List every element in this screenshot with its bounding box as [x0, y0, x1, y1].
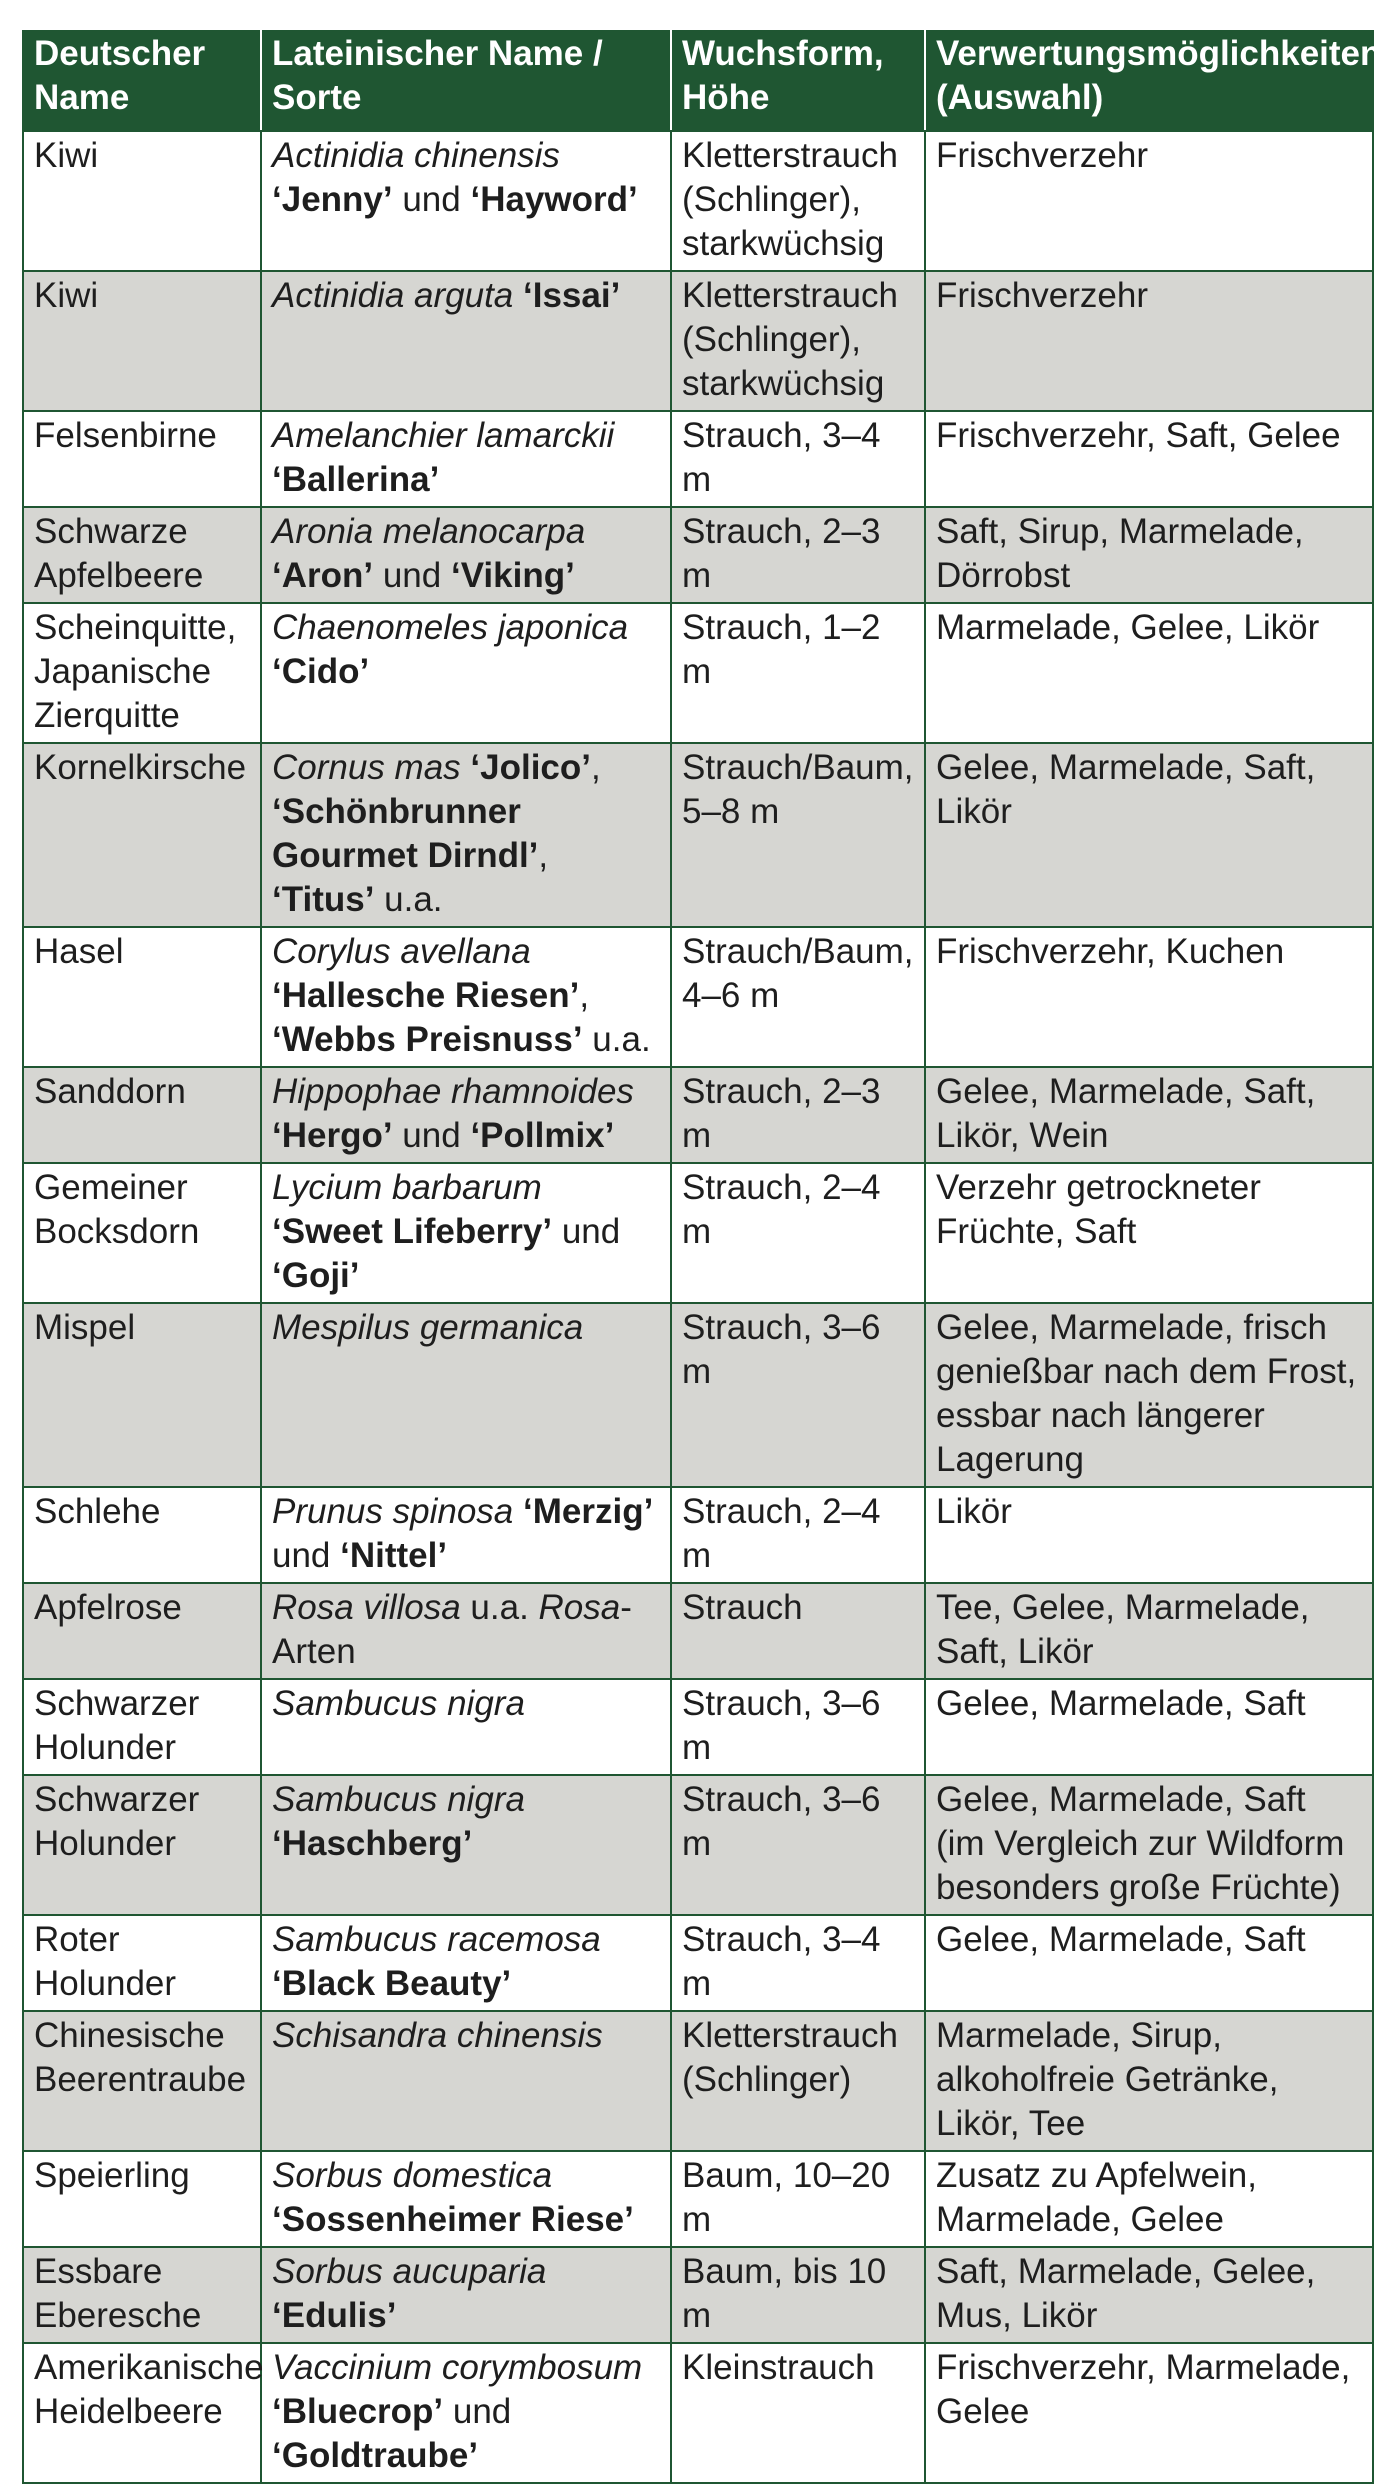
cultivar-name: ‘Nittel’	[340, 1536, 448, 1575]
table-row	[23, 2011, 1373, 2151]
cell-growth-form: Strauch, 2–4 m	[671, 1163, 925, 1303]
table-row	[23, 131, 1373, 271]
latin-species-name: Sorbus domestica	[272, 2156, 553, 2195]
cell-growth-form: Kleinstrauch	[671, 2343, 925, 2483]
cultivar-name: ‘Webbs Preisnuss’	[272, 1020, 583, 1059]
table-row	[23, 1679, 1373, 1775]
cell-growth-form: Strauch, 1–2 m	[671, 603, 925, 743]
cultivar-name: ‘Issai’	[523, 276, 621, 315]
cell-growth-form: Strauch, 3–6 m	[671, 1679, 925, 1775]
cell-usage: Frischverzehr, Kuchen	[925, 927, 1373, 1067]
cultivar-name: ‘Merzig’	[523, 1492, 654, 1531]
cell-usage: Marmelade, Sirup, alkoholfreie Getränke, Likör, Tee	[925, 2011, 1373, 2151]
cell-german-name: Schwarzer Holunder	[23, 1679, 261, 1775]
cell-german-name: Speierling	[23, 2151, 261, 2247]
cell-latin-name	[261, 1487, 671, 1583]
table-row	[23, 1163, 1373, 1303]
cell-german-name: Amerikanische Heidelbeere	[23, 2343, 261, 2483]
cell-growth-form: Kletterstrauch (Schlinger)	[671, 2011, 925, 2151]
cell-latin-name	[261, 927, 671, 1067]
latin-connector-text: ,	[579, 976, 590, 1015]
cell-german-name: Sanddorn	[23, 1067, 261, 1163]
cultivar-name: ‘Hergo’	[272, 1116, 393, 1155]
latin-connector-text: und	[392, 180, 471, 219]
cell-german-name: Schwarzer Holunder	[23, 1775, 261, 1915]
latin-species-name: Aronia melanocarpa	[272, 512, 586, 551]
latin-species-name: Sambucus nigra	[272, 1684, 525, 1723]
cultivar-name: ‘Schönbrunner Gourmet Dirndl’	[272, 792, 539, 875]
header-wuchsform: Wuchsform, Höhe	[671, 30, 925, 131]
cell-latin-name	[261, 1583, 671, 1679]
cultivar-name: ‘Bluecrop’	[272, 2392, 444, 2431]
cultivar-name: ‘Jenny’	[272, 180, 393, 219]
cultivar-name: ‘Cido’	[272, 652, 370, 691]
latin-species-name: Schisandra chinensis	[272, 2016, 603, 2055]
latin-species-name: Mespilus germanica	[272, 1308, 584, 1347]
latin-species-name: Rosa villosa	[272, 1588, 461, 1627]
cultivar-name: ‘Goldtraube’	[272, 2436, 479, 2475]
table-row	[23, 507, 1373, 603]
plant-table	[22, 30, 1382, 2484]
latin-species-name: Vaccinium corymbosum	[272, 2348, 643, 2387]
cell-usage: Verzehr getrockneter Früchte, Saft	[925, 1163, 1373, 1303]
latin-species-name: Cornus mas	[272, 748, 461, 787]
table-row	[23, 271, 1373, 411]
cultivar-name: ‘Ballerina’	[272, 460, 440, 499]
latin-connector-text: und	[552, 1212, 621, 1251]
latin-connector-text: ,	[538, 836, 549, 875]
cell-latin-name	[261, 2247, 671, 2343]
table-row	[23, 927, 1373, 1067]
cell-latin-name	[261, 507, 671, 603]
cell-usage: Likör	[925, 1487, 1373, 1583]
cultivar-name: ‘Jolico’	[470, 748, 591, 787]
cell-usage: Zusatz zu Apfelwein, Marmelade, Gelee	[925, 2151, 1373, 2247]
table-row	[23, 743, 1373, 927]
cell-usage: Gelee, Marmelade, Saft, Likör	[925, 743, 1373, 927]
cultivar-name: ‘Edulis’	[272, 2296, 397, 2335]
cell-growth-form: Strauch, 2–3 m	[671, 1067, 925, 1163]
table-row	[23, 1487, 1373, 1583]
cell-german-name: Schlehe	[23, 1487, 261, 1583]
cell-growth-form: Strauch, 3–6 m	[671, 1775, 925, 1915]
latin-connector-text: und	[443, 2392, 512, 2431]
cell-growth-form: Strauch, 3–6 m	[671, 1303, 925, 1487]
cultivar-name: ‘Hallesche Riesen’	[272, 976, 580, 1015]
cell-latin-name	[261, 1303, 671, 1487]
cell-growth-form: Strauch, 3–4 m	[671, 1915, 925, 2011]
cell-german-name: Roter Holunder	[23, 1915, 261, 2011]
latin-connector-text	[513, 1492, 523, 1531]
cell-growth-form: Kletterstrauch (Schlinger), starkwüchsig	[671, 271, 925, 411]
cell-growth-form: Strauch, 2–3 m	[671, 507, 925, 603]
cell-growth-form: Strauch, 2–4 m	[671, 1487, 925, 1583]
table-row	[23, 2247, 1373, 2343]
cell-latin-name	[261, 2343, 671, 2483]
cell-usage: Gelee, Marmelade, Saft	[925, 1915, 1373, 2011]
latin-species-name: Hippophae rhamnoides	[272, 1072, 634, 1111]
latin-species-name: Actinidia chinensis	[272, 136, 560, 175]
plant-table-container	[22, 30, 1382, 2484]
cultivar-name: ‘Pollmix’	[470, 1116, 615, 1155]
table-row	[23, 2343, 1373, 2483]
latin-connector-text: und	[392, 1116, 471, 1155]
table-row	[23, 603, 1373, 743]
cultivar-name: ‘Sweet Lifeberry’	[272, 1212, 553, 1251]
cultivar-name: ‘Haschberg’	[272, 1824, 473, 1863]
latin-species-name: Corylus avellana	[272, 932, 531, 971]
cell-latin-name	[261, 603, 671, 743]
cell-growth-form: Baum, bis 10 m	[671, 2247, 925, 2343]
table-row	[23, 1303, 1373, 1487]
cell-latin-name	[261, 1163, 671, 1303]
cell-usage: Frischverzehr	[925, 131, 1373, 271]
cell-usage: Frischverzehr, Saft, Gelee	[925, 411, 1373, 507]
cell-usage: Gelee, Marmelade, Saft, Likör, Wein	[925, 1067, 1373, 1163]
cell-growth-form: Strauch/Baum, 5–8 m	[671, 743, 925, 927]
table-row	[23, 411, 1373, 507]
cell-usage: Saft, Marmelade, Gelee, Mus, Likör	[925, 2247, 1373, 2343]
latin-species-name: Sambucus nigra	[272, 1780, 525, 1819]
table-row	[23, 1775, 1373, 1915]
cell-german-name: Scheinquitte, Japanische Zierquitte	[23, 603, 261, 743]
cultivar-name: ‘Hayword’	[470, 180, 638, 219]
latin-connector-text	[513, 276, 523, 315]
cell-usage: Gelee, Marmelade, frisch genießbar nach dem Frost, essbar nach längerer Lagerung	[925, 1303, 1373, 1487]
header-lateinischer-name: Lateinischer Name / Sorte	[261, 30, 671, 131]
table-row	[23, 2151, 1373, 2247]
cell-latin-name	[261, 1679, 671, 1775]
latin-species-name: Lycium barbarum	[272, 1168, 542, 1207]
cell-growth-form: Strauch, 3–4 m	[671, 411, 925, 507]
cultivar-name: ‘Aron’	[272, 556, 374, 595]
cell-german-name: Hasel	[23, 927, 261, 1067]
cell-german-name: Kiwi	[23, 131, 261, 271]
cell-usage: Frischverzehr, Marmelade, Gelee	[925, 2343, 1373, 2483]
cell-latin-name	[261, 2151, 671, 2247]
cell-german-name: Chinesische Beerentraube	[23, 2011, 261, 2151]
cell-latin-name	[261, 1775, 671, 1915]
cell-latin-name	[261, 411, 671, 507]
latin-species-name: Prunus spinosa	[272, 1492, 514, 1531]
latin-species-name: Rosa	[538, 1588, 621, 1627]
cell-growth-form: Kletterstrauch (Schlinger), starkwüchsig	[671, 131, 925, 271]
cell-latin-name	[261, 1915, 671, 2011]
table-row	[23, 1067, 1373, 1163]
cultivar-name: ‘Sossenheimer Riese’	[272, 2200, 634, 2239]
table-body	[23, 131, 1373, 2483]
cultivar-name: ‘Black Beauty’	[272, 1964, 512, 2003]
latin-species-name: Sambucus racemosa	[272, 1920, 601, 1959]
latin-connector-text: u.a.	[582, 1020, 651, 1059]
latin-connector-text: -Arten	[272, 1588, 632, 1671]
cultivar-name: ‘Titus’	[272, 880, 375, 919]
cultivar-name: ‘Goji’	[272, 1256, 360, 1295]
latin-connector-text: u.a.	[374, 880, 443, 919]
cell-latin-name	[261, 1067, 671, 1163]
cell-growth-form: Strauch	[671, 1583, 925, 1679]
cell-usage: Gelee, Marmelade, Saft (im Vergleich zur Wildform besonders große Früchte)	[925, 1775, 1373, 1915]
latin-connector-text: und	[373, 556, 451, 595]
cell-latin-name	[261, 2011, 671, 2151]
cell-usage: Frischverzehr	[925, 271, 1373, 411]
cell-usage: Tee, Gelee, Marmelade, Saft, Likör	[925, 1583, 1373, 1679]
latin-connector-text: u.a.	[460, 1588, 539, 1627]
cell-usage: Saft, Sirup, Marmelade, Dörrobst	[925, 507, 1373, 603]
cell-growth-form: Strauch/Baum, 4–6 m	[671, 927, 925, 1067]
header-row	[23, 30, 1373, 131]
latin-species-name: Actinidia arguta	[272, 276, 514, 315]
cell-german-name: Essbare Eberesche	[23, 2247, 261, 2343]
latin-connector-text: ,	[591, 748, 601, 787]
latin-connector-text: und	[272, 1536, 341, 1575]
table-row	[23, 1915, 1373, 2011]
cell-usage: Marmelade, Gelee, Likör	[925, 603, 1373, 743]
cell-german-name: Mispel	[23, 1303, 261, 1487]
cell-german-name: Kornelkirsche	[23, 743, 261, 927]
cell-growth-form: Baum, 10–20 m	[671, 2151, 925, 2247]
cell-german-name: Schwarze Apfelbeere	[23, 507, 261, 603]
cell-german-name: Apfelrose	[23, 1583, 261, 1679]
cell-german-name: Kiwi	[23, 271, 261, 411]
cell-latin-name	[261, 131, 671, 271]
header-verwertung: Verwertungsmöglichkeiten (Auswahl)	[925, 30, 1373, 131]
latin-species-name: Chaenomeles japonica	[272, 608, 629, 647]
latin-species-name: Sorbus aucuparia	[272, 2252, 547, 2291]
latin-connector-text	[461, 748, 471, 787]
cell-latin-name	[261, 743, 671, 927]
cell-usage: Gelee, Marmelade, Saft	[925, 1679, 1373, 1775]
header-deutscher-name: Deutscher Name	[23, 30, 261, 131]
cell-latin-name	[261, 271, 671, 411]
table-row	[23, 1583, 1373, 1679]
cultivar-name: ‘Viking’	[450, 556, 575, 595]
latin-species-name: Amelanchier lamarckii	[272, 416, 615, 455]
cell-german-name: Felsenbirne	[23, 411, 261, 507]
cell-german-name: Gemeiner Bocksdorn	[23, 1163, 261, 1303]
